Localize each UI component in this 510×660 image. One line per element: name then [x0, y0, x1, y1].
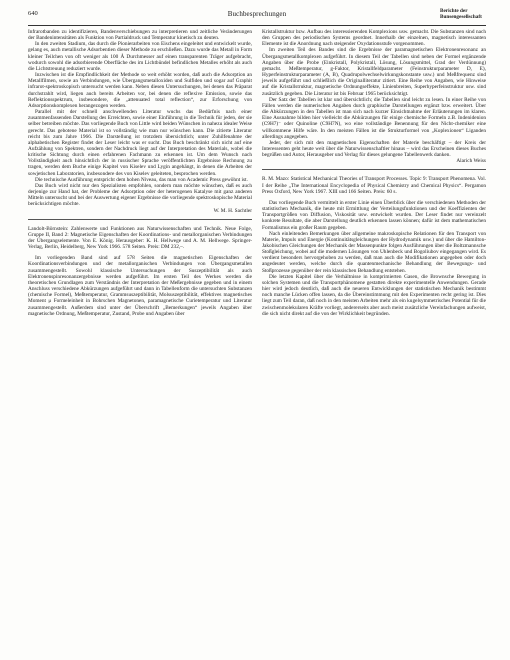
right-column	[262, 29, 486, 317]
right-paragraph-2: Im zweiten Teil des Bandes sind die Ergebnisse der paramagnetischen Elektronenresonanz an Übergangsmetallkomplexen aufgeführt. In diesem Teil der Tabellen sind neben der Formel ergänzende Angaben über die Probe (Einkristall, Polykristall, Lösung, Lösungsmittel, Grad der Verdünnung) gemacht. Meßtemperatur, g-Faktor, Kristallfeldparameter (Feinstrukturparameter D, E), Hyperfeinstrukturparameter (A, B), Quadrupolwechselwirkungskonstante usw.) und Meßfrequenz sind jeweils aufgeführt und schließlich die Originalliteratur zitiert. Eine Reihe von Angaben, wie Hinweise auf die Kristallstruktur, magnetische Ordnungseffekte, Linienbreiten, Superhyperfeinstruktur usw. sind zusätzlich gegeben. Die Literatur ist bis Februar 1965 berücksichtigt.	[262, 47, 486, 97]
left-paragraph-1: Infrarotbanden zu identifizieren, Bandenverschiebungen zu interpretieren und zeitliche Veränderungen der Bandenintensitäten als Funktion von Partialdruck und Temperatur kinetisch zu deuten.	[28, 29, 252, 42]
header-rule	[28, 25, 486, 26]
left-paragraph-4: Parallel mit der schnell anschwellenden Literatur wuchs das Bedürfnis nach einer zusammenfassenden Darstellung des Erreichten, sowie einer Einführung in die Technik für jeden, der sie selber betreiben möchte. Das vorliegende Buch von Little wird beiden Wünschen in nahezu idealer Weise gerecht. Das gebotene Material ist so vollständig wie man nur wünschen kann. Die zitierte Literatur reicht bis zum Jahre 1966. Die Darstellung ist trotzdem übersichtlich; unter Zuhilfenahme der alphabetischen Register findet der Leser leicht was er sucht. Das Buch beschränkt sich nicht auf eine Aufzählung von Spektren, sondern der Nachdruck liegt auf der Interpretation des Materials, wobei die kritische Sichtung durch einen erfahrenen Fachmann zu erkennen ist. Um dem Wunsch nach Vollständigkeit auch hinsichtlich der in russischer Sprache veröffentlichten Ergebnisse Rechnung zu tragen, werden dem Buche einige Kapitel von Kiselev und Lygin angehängt, in denen die Arbeiten der sowjetischen Laboratorien, insbesondere des von Kiselev geleiteten, besprochen werden.	[28, 109, 252, 177]
right-paragraph-7: Die letzten Kapitel über die Verhältnisse in komprimierten Gasen, die Brownsche Bewegung in solchen Systemen und die Transportphänomene gestatten direkte experimentelle Anwendungen. Gerade hier wird jedoch deutlich, daß auch die neueren Entwicklungen der statistischen Mechanik bestimmt noch manche Lücken offen lassen, da die Übereinstimmung mit den Experimenten recht gering ist. Dies liegt zum Teil daran, daß noch in den meisten Arbeiten mehr als ein kugelsymmetrisches Potential für die zwischenmolekularen Kräfte vorliegt, andererseits aber auch meist zusätzliche Vereinfachungen aufweist, die sich nicht direkt auf die von der Wirklichkeit begründen.	[262, 273, 486, 317]
right-paragraph-6: Nach einleitenden Bemerkungen über allgemeine makroskopische Relationen für den Transport von Materie, Impuls und Energie (Kontinuitätsgleichungen der Hydrodynamik usw.) und über die Hamilton-Jakobischen Gleichungen der Mechanik der Massenpunkte folgen Ausführungen über die Boltzmannsche Stoßgleichung, wobei auf die modernen Lösungen von Uhlenbeck und Bogoliubov eingegangen wird. Es verdient besonders hervorgehoben zu werden, daß man auch die Modifikationen angegeben oder doch angedeutet werden, welche durch die quantenmechanische Behandlung der Bewegungs- und Stoßprozesse gegenüber der rein klassischen Behandlung entstehen.	[262, 230, 486, 274]
right-paragraph-5: Das vorliegende Buch vermittelt in erster Linie einen Überblick über die verschiedenen Methoden der statistischen Mechanik, die heute mit Ermittlung der Verteilungsfunktionen und der Koeffizienten der Transportgrößen von Diffusion, Viskosität usw. entwickelt wurden. Der Leser findet nur vereinzelt konkrete Resultate, die aber Darstellung deutlich erkennen lassen können; dafür ist dem mathematischen Formalismus ein großer Raum gegeben.	[262, 199, 486, 231]
reviewer-signature: W. M. H. Sachtler	[213, 207, 252, 214]
journal-tag	[440, 8, 486, 20]
book-citation: Landolt-Börnstein: Zahlenwerte und Funktionen aus Naturwissenschaften und Technik. Neue Folge, Gruppe II, Band 2: Magnetische Eigenschaften der Koordinations- und metallorganischen Verbindungen der Übergangselemente. Von E. König. Herausgeber: K. H. Hellwege und A. M. Hellwege. Springer-Verlag, Berlin, Heidelberg, New York 1966. 578 Seiten. Preis: DM 232,–.	[28, 225, 252, 251]
right-paragraph-4: Jeder, der sich mit den magnetischen Eigenschaften der Materie beschäftigt – der Kreis der Interessenten geht heute weit über die Naturwissenschaftler hinaus – wird das Erscheinen dieses Buches begrüßen und Autor, Herausgeber und Verlag für dieses gelungene Tabellenwerk danken.	[262, 139, 486, 159]
left-paragraph-6: Das Buch wird nicht nur den Spezialisten empfohlen, sondern man möchte wünschen, daß es auch derjenige zur Hand hat, der Probleme der Adsorption oder der heterogenen Katalyse mit ganz anderen Mitteln untersucht und bei der Auswertung eigener Ergebnisse die vorliegende spektroskopische Material berücksichtigen möchte.	[28, 182, 252, 208]
journal-tag-line-2: Bunsengesellschaft	[440, 14, 482, 20]
page-number: 640	[28, 10, 38, 17]
left-paragraph-2: In den zweiten Stadium, das durch die Pionierarbeiten von Eischens eingeleitet und entwickelt wurde, gelang es, auch metallische Adsorbentien dieser Methode zu erschließen. Dazu wurde das Metall in Form kleiner Teilchen von oft weniger als 100 Å Durchmesser auf einen transparenten Träger aufgebracht, wodurch sowohl die adsorbierende Oberfläche des im Lichtbündel befindlichen Metalles erhöht als auch die Lichtstreuung reduziert wurde.	[28, 41, 252, 72]
left-column	[28, 29, 252, 317]
running-title: Buchbesprechungen	[227, 10, 287, 18]
reviewer-signature: Alarich Weiss	[456, 158, 486, 165]
left-paragraph-7: Im vorliegenden Band sind auf 578 Seiten die magnetischen Eigenschaften der Koordinationsverbindungen und der metallorganischen Verbindungen von Übergangsmetallen zusammengestellt. Sowohl klassische Untersuchungen der Suszeptibilität als auch Elektronenspinresonanzergebnisse werden aufgeführt. Im ersten Teil des Werkes werden die theoretischen Grundlagen zum Verständnis der Interpretation der Meßergebnisse gegeben und in einem Anschluss verschiedene Abkürzungen aufgeführt und dann in Tabellenform die untersuchten Substanzen (chemische Formel), Meßtemperatur, Grammsuszeptibilität, Molsuszeptibilität, effektives magnetisches Moment μ Formeleinheit in Bohrschen Magnetonen, paramagnetische Curietemperatur und Literatur zusammengestellt. Außerdem sind unter der Überschrift „Bemerkungen“ jeweils Angaben über magnetische Ordnung, Meßtemperatur, Zustand, Probe und Angaben über	[28, 255, 252, 317]
left-paragraph-5: Die technische Ausführung entspricht dem hohen Niveau, das man von Academic Press gewöhnt ist.	[35, 176, 248, 183]
review-separator	[28, 219, 252, 220]
review-separator	[262, 169, 486, 170]
page-header	[28, 8, 486, 24]
right-paragraph-3: Der Satz der Tabellen ist klar und übersichtlich; die Tabellen sind leicht zu lesen. In einer Reihe von Fällen werden die numerischen Angaben durch graphische Darstellungen ergänzt bzw. erweitert. Über die Abkürzungen in den Tabellen ist man sich nach kurzer Einsichtnahme der Erläuterungen im klaren. Eine Ausnahme bilden hier vielleicht die Abkürzungen für einige chemische Formeln z.B. Indenidenion (C9H7)⁻ oder Quinoline (C9H7N), wo eine vollständige Benennung für den Nicht-chemiker eine willkommene Hilfe wäre. In den meisten Fällen ist die Strukturformel von „Koplexionen“ Liganden allerdings angegeben.	[262, 96, 486, 140]
right-paragraph-1: Kristallstruktur bzw. Aufbau des interessierenden Komplexions usw. gemacht. Die Substanzen sind nach den Gruppen des periodischen Systems geordnet. Innerhalb der einzelnen, magnetisch interessanten Elemente ist die Anordnung nach steigender Oxydationsstufe vorgenommen.	[262, 29, 486, 48]
book-citation: R. M. Mazo: Statistical Mechanical Theories of Transport Processes. Topic 9: Transport Phenomena. Vol. I der Reihe „The International Encyclopedia of Physical Chemistry and Chemical Physics“. Pergamon Press Oxford, New York 1967. XIII und 166 Seiten. Preis: 60 s.	[262, 176, 486, 195]
journal-tag-line-1: Berichte der	[440, 8, 468, 14]
left-paragraph-3: Inzwischen ist die Empfindlichkeit der Methode so weit erhöht worden, daß auch die Adsorption an Metallfilmen, sowie an Verbindungen, wie Übergangsmetalloxiden und Sulfiden und sogar auf Graphit infrarot-spektroskopisch untersucht werden kann. Neben diesen Untersuchungen, bei denen das Präparat durchstrahlt wird, liegen auch bereits Arbeiten vor, bei denen die reflexive Emission, sowie das Reflektionsspektrum, insbesondere, die „attenuated total reflection“, zur Erforschung von Adsorptionskomplexen herangezogen werden.	[28, 72, 252, 109]
